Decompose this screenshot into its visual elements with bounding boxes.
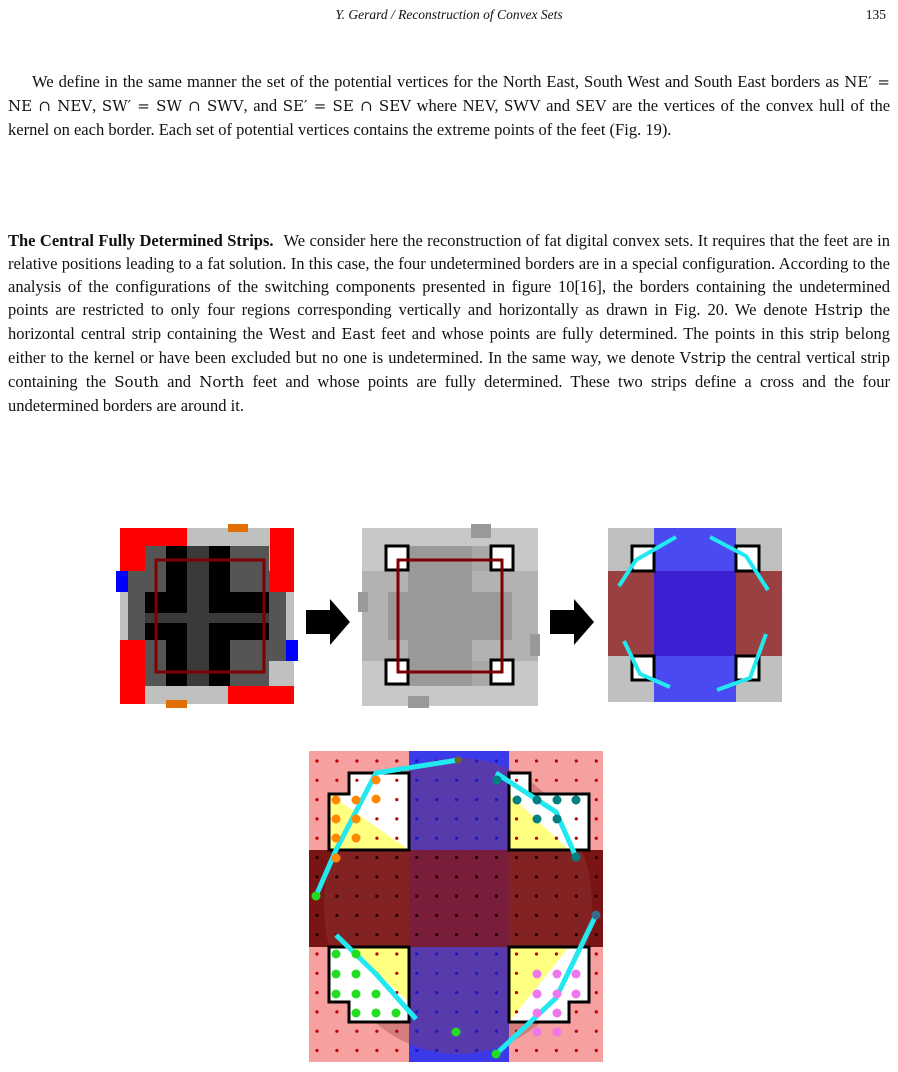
grid-dot	[535, 952, 538, 955]
panel2-bump-s	[408, 696, 429, 708]
grid-dot	[495, 837, 498, 840]
grid-dot	[515, 991, 518, 994]
grid-dot	[555, 933, 558, 936]
grid-dot	[335, 1030, 338, 1033]
grid-dot	[395, 759, 398, 762]
grid-dot	[355, 933, 358, 936]
math-hstrip: Hstrip	[814, 301, 863, 319]
grid-dot	[515, 972, 518, 975]
grid-dot	[575, 779, 578, 782]
grid-dot	[535, 779, 538, 782]
grid-dot	[415, 952, 418, 955]
grid-dot	[375, 895, 378, 898]
grid-dot	[415, 895, 418, 898]
grid-dot	[455, 991, 458, 994]
grid-dot	[535, 875, 538, 878]
para2-text-2: the horizontal central strip containing the	[8, 300, 890, 343]
grid-dot	[375, 933, 378, 936]
grid-dot	[415, 875, 418, 878]
grid-dot	[315, 817, 318, 820]
grid-dot	[495, 875, 498, 878]
grid-dot	[455, 779, 458, 782]
grid-dot	[455, 895, 458, 898]
grid-dot	[435, 1049, 438, 1052]
grid-dot	[435, 817, 438, 820]
grid-dot	[315, 779, 318, 782]
grid-dot	[595, 875, 598, 878]
grid-dot	[595, 759, 598, 762]
grid-dot	[395, 798, 398, 801]
para2-text-4: feet and whose points are fully determined. The points in this strip belong either to the kernel or have been excluded but no one is undetermined. In the same way, we denote	[8, 324, 891, 367]
grid-dot	[515, 952, 518, 955]
grid-dot	[395, 895, 398, 898]
grid-dot	[415, 856, 418, 859]
grid-dot	[475, 798, 478, 801]
grid-dot	[515, 856, 518, 859]
grid-dot	[335, 914, 338, 917]
para1-text-1: We define in the same manner the set of the potential vertices for the North East, South West and South East borders as	[32, 72, 845, 91]
grid-dot	[515, 895, 518, 898]
grid-dot	[515, 914, 518, 917]
grid-dot	[315, 1010, 318, 1013]
grid-dot	[595, 1010, 598, 1013]
grid-dot	[415, 1030, 418, 1033]
grid-dot	[435, 798, 438, 801]
grid-dot	[355, 1030, 358, 1033]
panel1-foot-west	[116, 571, 128, 592]
grid-dot	[515, 875, 518, 878]
grid-dot	[475, 972, 478, 975]
figure-detailed-grid	[306, 749, 606, 1065]
grid-dot	[355, 895, 358, 898]
grid-dot	[475, 895, 478, 898]
grid-dot	[595, 933, 598, 936]
grid-dot	[575, 1049, 578, 1052]
grid-dot	[535, 933, 538, 936]
figure-panel-strips	[604, 526, 786, 706]
grid-dot	[475, 914, 478, 917]
grid-dot	[395, 914, 398, 917]
para1-text-2: ,	[92, 96, 102, 115]
math-se-prime: SE′ = SE ∩ SEV	[282, 97, 411, 115]
grid-dot	[495, 914, 498, 917]
grid-dot	[595, 856, 598, 859]
grid-dot	[415, 798, 418, 801]
panel2-center-h	[388, 592, 512, 640]
grid-dot	[495, 798, 498, 801]
grid-dot	[555, 952, 558, 955]
grid-dot	[355, 759, 358, 762]
grid-dot	[455, 972, 458, 975]
grid-dot	[355, 779, 358, 782]
grid-dot	[415, 991, 418, 994]
grid-dot	[595, 1049, 598, 1052]
grid-dot	[535, 837, 538, 840]
grid-dot	[435, 952, 438, 955]
grid-dot	[395, 875, 398, 878]
grid-dot	[515, 817, 518, 820]
para1-text-3: , and	[243, 96, 283, 115]
math-sw-prime: SW′ = SW ∩ SWV	[101, 97, 244, 115]
para2-text-1: We consider here the reconstruction of fat digital convex sets. It requires that the feet are in relative positions leading to a fat solution. In this case, the four undetermined borders are in a special configuration. According to the analysis of the configurations of the switching components presented in figure 10[16], the borders containing the undetermined points are restricted to only four regions corresponding vertically and horizontally as drawn in Fig. 20. We denote	[8, 231, 891, 319]
panel1-stripe-h	[145, 613, 269, 623]
grid-dot	[495, 952, 498, 955]
grid-dot	[375, 875, 378, 878]
panel1-foot-se	[228, 686, 294, 704]
para2-text-6: and	[158, 372, 200, 391]
grid-dot	[415, 837, 418, 840]
grid-dot	[435, 856, 438, 859]
grid-dot	[475, 875, 478, 878]
figure-panel-corners	[358, 524, 542, 710]
grid-dot	[395, 952, 398, 955]
grid-dot	[455, 817, 458, 820]
grid-dot	[515, 1049, 518, 1052]
grid-dot	[435, 779, 438, 782]
running-title: Y. Gerard / Reconstruction of Convex Sets	[335, 7, 563, 22]
grid-dot	[595, 991, 598, 994]
grid-dot	[415, 933, 418, 936]
grid-dot	[395, 779, 398, 782]
grid-dot	[395, 817, 398, 820]
grid-dot	[515, 759, 518, 762]
panel1-foot-north	[228, 524, 248, 532]
grid-dot	[435, 991, 438, 994]
grid-dot	[595, 817, 598, 820]
running-header	[0, 7, 898, 27]
grid-dot	[415, 972, 418, 975]
grid-dot	[495, 856, 498, 859]
grid-dot	[495, 933, 498, 936]
grid-dot	[375, 1049, 378, 1052]
grid-dot	[595, 1030, 598, 1033]
panel2-bump-n	[471, 524, 491, 538]
grid-dot	[435, 875, 438, 878]
grid-dot	[475, 933, 478, 936]
panel1-foot-south	[166, 700, 187, 708]
grid-dot	[355, 856, 358, 859]
grid-dot	[475, 837, 478, 840]
grid-dot	[455, 1049, 458, 1052]
grid-dot	[335, 895, 338, 898]
grid-dot	[315, 1030, 318, 1033]
grid-dot	[555, 914, 558, 917]
grid-dot	[555, 779, 558, 782]
grid-dot	[395, 837, 398, 840]
grid-dot	[435, 914, 438, 917]
grid-dot	[375, 952, 378, 955]
grid-dot	[555, 837, 558, 840]
page-number: 135	[865, 7, 886, 22]
grid-dot	[535, 856, 538, 859]
section-heading: The Central Fully Determined Strips.	[8, 231, 274, 250]
math-vstrip: Vstrip	[679, 349, 727, 367]
grid-dot	[475, 1049, 478, 1052]
grid-dot	[315, 952, 318, 955]
grid-dot	[315, 759, 318, 762]
grid-dot	[535, 914, 538, 917]
para1-text-4: where NEV, SWV and SEV are the vertices of the convex hull of the kernel on each border. Each set of potential vertices contains the extreme points of the feet (Fig. 19).	[8, 96, 891, 139]
grid-dot	[515, 837, 518, 840]
grid-dot	[355, 875, 358, 878]
grid-dot	[375, 837, 378, 840]
panel2-bump-e	[530, 634, 540, 656]
grid-dot	[455, 875, 458, 878]
grid-dot	[495, 759, 498, 762]
grid-dot	[395, 1030, 398, 1033]
grid-dot	[435, 933, 438, 936]
grid-dot	[335, 1010, 338, 1013]
grid-dot	[455, 856, 458, 859]
grid-dot	[415, 914, 418, 917]
para2-text-3: and	[305, 324, 342, 343]
grid-dot	[535, 759, 538, 762]
grid-dot	[575, 837, 578, 840]
grid-dot	[475, 1010, 478, 1013]
grid-dot	[475, 991, 478, 994]
paragraph-potential-vertices	[8, 70, 890, 141]
grid-dot	[555, 875, 558, 878]
grid-dot	[315, 991, 318, 994]
grid-dot	[555, 856, 558, 859]
grid-dot	[355, 914, 358, 917]
grid-dot	[415, 1049, 418, 1052]
grid-dot	[355, 1049, 358, 1052]
grid-dot	[455, 914, 458, 917]
grid-dot	[455, 952, 458, 955]
paragraph-central-strips	[8, 229, 890, 417]
grid-dot	[575, 759, 578, 762]
grid-dot	[575, 875, 578, 878]
grid-dot	[395, 933, 398, 936]
grid-dot	[495, 1010, 498, 1013]
grid-dot	[395, 972, 398, 975]
grid-dot	[435, 1030, 438, 1033]
grid-dot	[315, 972, 318, 975]
grid-dot	[475, 779, 478, 782]
grid-dot	[595, 779, 598, 782]
para2-text-7: feet and whose points are fully determined. These two strips define a cross and the four undetermined borders are around it.	[8, 372, 891, 415]
right-arrow-icon	[548, 598, 596, 646]
panel1-foot-sw	[120, 640, 145, 704]
grid-dot	[575, 1030, 578, 1033]
grid-dot	[375, 817, 378, 820]
grid-dot	[455, 1010, 458, 1013]
grid-dot	[415, 817, 418, 820]
grid-dot	[575, 1010, 578, 1013]
grid-dot	[335, 779, 338, 782]
grid-dot	[595, 972, 598, 975]
grid-dot	[575, 895, 578, 898]
math-south: South	[114, 373, 159, 391]
grid-dot	[315, 1049, 318, 1052]
grid-dot	[455, 933, 458, 936]
panel1-foot-east	[286, 640, 298, 661]
grid-dot	[375, 914, 378, 917]
grid-dot	[475, 817, 478, 820]
grid-dot	[495, 817, 498, 820]
grid-dot	[475, 759, 478, 762]
grid-dot	[435, 972, 438, 975]
grid-dot	[395, 1049, 398, 1052]
grid-dot	[455, 798, 458, 801]
grid-dot	[595, 837, 598, 840]
grid-dot	[555, 895, 558, 898]
grid-dot	[315, 856, 318, 859]
grid-dot	[395, 856, 398, 859]
math-west: West	[268, 325, 306, 343]
math-ne-prime: NE′ = NE ∩ NEV	[8, 73, 890, 115]
grid-dot	[535, 895, 538, 898]
math-east: East	[341, 325, 376, 343]
grid-dot	[575, 933, 578, 936]
grid-dot	[455, 837, 458, 840]
grid-dot	[475, 1030, 478, 1033]
grid-dot	[435, 895, 438, 898]
panel1-foot-ne	[270, 528, 294, 592]
grid-dot	[435, 837, 438, 840]
grid-dot	[495, 1030, 498, 1033]
grid-dot	[415, 1010, 418, 1013]
grid-dot	[435, 1010, 438, 1013]
right-arrow-icon	[304, 598, 352, 646]
grid-dot	[415, 779, 418, 782]
grid-dot	[315, 798, 318, 801]
grid-dot	[555, 759, 558, 762]
grid-dot	[575, 914, 578, 917]
grid-dot	[595, 798, 598, 801]
panel2-bump-w	[358, 592, 368, 612]
grid-dot	[515, 933, 518, 936]
grid-dot	[475, 952, 478, 955]
grid-dot	[315, 914, 318, 917]
para2-text-5: the central vertical strip containing the	[8, 348, 891, 391]
grid-dot	[335, 759, 338, 762]
grid-dot	[575, 817, 578, 820]
grid-dot	[495, 972, 498, 975]
grid-dot	[515, 1010, 518, 1013]
grid-dot	[315, 933, 318, 936]
panel3-cross-center	[654, 571, 736, 656]
grid-dot	[335, 875, 338, 878]
grid-dot	[335, 1049, 338, 1052]
grid-dot	[555, 1049, 558, 1052]
math-north: North	[199, 373, 245, 391]
grid-dot	[315, 875, 318, 878]
grid-dot	[315, 837, 318, 840]
grid-dot	[375, 759, 378, 762]
grid-dot	[375, 856, 378, 859]
grid-dot	[515, 779, 518, 782]
grid-dot	[475, 856, 478, 859]
grid-dot	[415, 759, 418, 762]
grid-dot	[535, 1049, 538, 1052]
grid-dot	[495, 991, 498, 994]
figure-panel-feet	[116, 524, 300, 710]
grid-dot	[595, 895, 598, 898]
grid-dot	[595, 952, 598, 955]
grid-dot	[495, 895, 498, 898]
grid-dot	[375, 1030, 378, 1033]
